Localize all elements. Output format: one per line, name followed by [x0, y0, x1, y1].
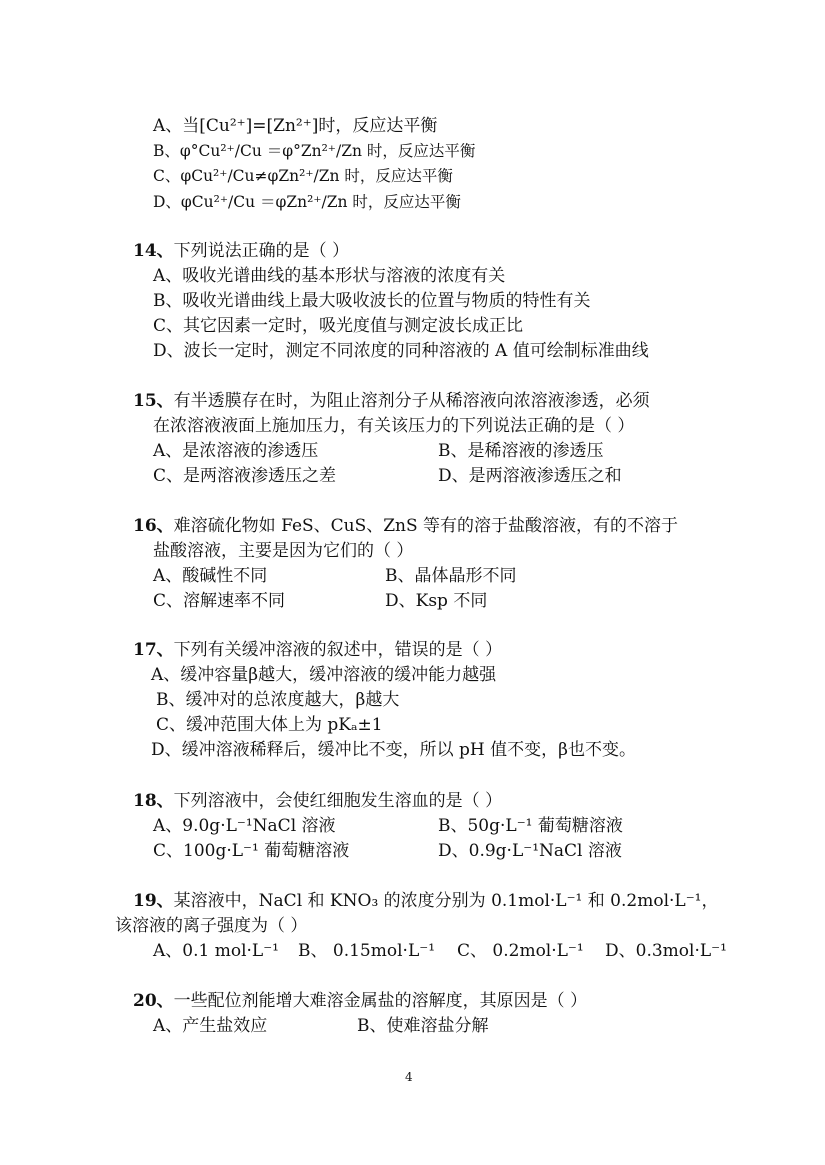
q13-option-b: B、φ°Cu²⁺/Cu ＝φ°Zn²⁺/Zn 时，反应达平衡 [153, 142, 476, 160]
q19-option-d: D、0.3mol·L⁻¹ [605, 941, 727, 961]
q17-option-d: D、缓冲溶液稀释后，缓冲比不变，所以 pH 值不变，β也不变。 [151, 740, 636, 760]
q19-stem-line1 [133, 890, 719, 912]
q16-option-a: A、酸碱性不同 [153, 566, 268, 586]
q17-stem [133, 639, 502, 661]
q16-stem-line2: 盐酸溶液，主要是因为它们的（ ） [153, 541, 414, 561]
q20-option-b: B、使难溶盐分解 [357, 1016, 489, 1036]
q14-option-b: B、吸收光谱曲线上最大吸收波长的位置与物质的特性有关 [153, 291, 591, 311]
q19-option-c: C、 0.2mol·L⁻¹ [457, 941, 584, 961]
q20-text: 一些配位剂能增大难溶金属盐的溶解度，其原因是（ ） [173, 991, 588, 1011]
q14-stem [133, 240, 349, 262]
q16-option-d: D、Ksp 不同 [385, 591, 488, 611]
q19-text: 某溶液中，NaCl 和 KNO₃ 的浓度分别为 0.1mol·L⁻¹ 和 0.2mol·L⁻¹， [173, 891, 719, 911]
q15-stem-line1 [133, 390, 650, 412]
q15-number: 15、 [133, 391, 174, 411]
q18-number: 18、 [133, 791, 174, 811]
q14-text: 下列说法正确的是（ ） [173, 241, 350, 261]
q16-text: 难溶硫化物如 FeS、CuS、ZnS 等有的溶于盐酸溶液，有的不溶于 [173, 516, 679, 536]
q19-number: 19、 [133, 891, 174, 911]
q17-text: 下列有关缓冲溶液的叙述中，错误的是（ ） [173, 640, 503, 660]
q16-option-b: B、晶体晶形不同 [385, 566, 517, 586]
q19-option-b: B、 0.15mol·L⁻¹ [298, 941, 436, 961]
page-number: 4 [405, 1070, 413, 1084]
q17-option-b: B、缓冲对的总浓度越大，β越大 [156, 690, 400, 710]
q19-option-a: A、0.1 mol·L⁻¹ [153, 941, 279, 961]
q18-stem [133, 790, 502, 812]
q18-option-d: D、0.9g·L⁻¹NaCl 溶液 [438, 841, 622, 861]
q15-stem-line2: 在浓溶液液面上施加压力，有关该压力的下列说法正确的是（ ） [153, 416, 635, 436]
q14-number: 14、 [133, 241, 174, 261]
q15-text: 有半透膜存在时，为阻止溶剂分子从稀溶液向浓溶液渗透，必须 [173, 391, 650, 411]
q13-option-a: A、当[Cu²⁺]=[Zn²⁺]时，反应达平衡 [153, 116, 438, 136]
q18-option-c: C、100g·L⁻¹ 葡萄糖溶液 [153, 841, 350, 861]
q18-option-a: A、9.0g·L⁻¹NaCl 溶液 [153, 816, 336, 836]
q17-number: 17、 [133, 640, 174, 660]
q20-number: 20、 [133, 991, 174, 1011]
q16-number: 16、 [133, 516, 174, 536]
q13-option-d: D、φCu²⁺/Cu ＝φZn²⁺/Zn 时，反应达平衡 [153, 193, 461, 211]
q18-option-b: B、50g·L⁻¹ 葡萄糖溶液 [438, 816, 623, 836]
q14-option-d: D、波长一定时，测定不同浓度的同种溶液的 A 值可绘制标准曲线 [153, 341, 649, 361]
q19-stem-line2: 该溶液的离子强度为（ ） [115, 916, 308, 936]
q14-option-a: A、吸收光谱曲线的基本形状与溶液的浓度有关 [153, 266, 506, 286]
q20-option-a: A、产生盐效应 [153, 1016, 268, 1036]
q15-option-c: C、是两溶液渗透压之差 [153, 466, 337, 486]
q16-option-c: C、溶解速率不同 [153, 591, 286, 611]
q18-text: 下列溶液中，会使红细胞发生溶血的是（ ） [173, 791, 503, 811]
q15-option-b: B、是稀溶液的渗透压 [438, 441, 604, 461]
q15-option-a: A、是浓溶液的渗透压 [153, 441, 319, 461]
q15-option-d: D、是两溶液渗透压之和 [438, 466, 622, 486]
q17-option-c: C、缓冲范围大体上为 pKₐ±1 [156, 715, 383, 735]
q14-option-c: C、其它因素一定时，吸光度值与测定波长成正比 [153, 316, 524, 336]
q16-stem-line1 [133, 515, 678, 537]
q17-option-a: A、缓冲容量β越大，缓冲溶液的缓冲能力越强 [151, 665, 497, 685]
q13-option-c: C、φCu²⁺/Cu≠φZn²⁺/Zn 时，反应达平衡 [153, 167, 453, 185]
q20-stem [133, 990, 587, 1012]
